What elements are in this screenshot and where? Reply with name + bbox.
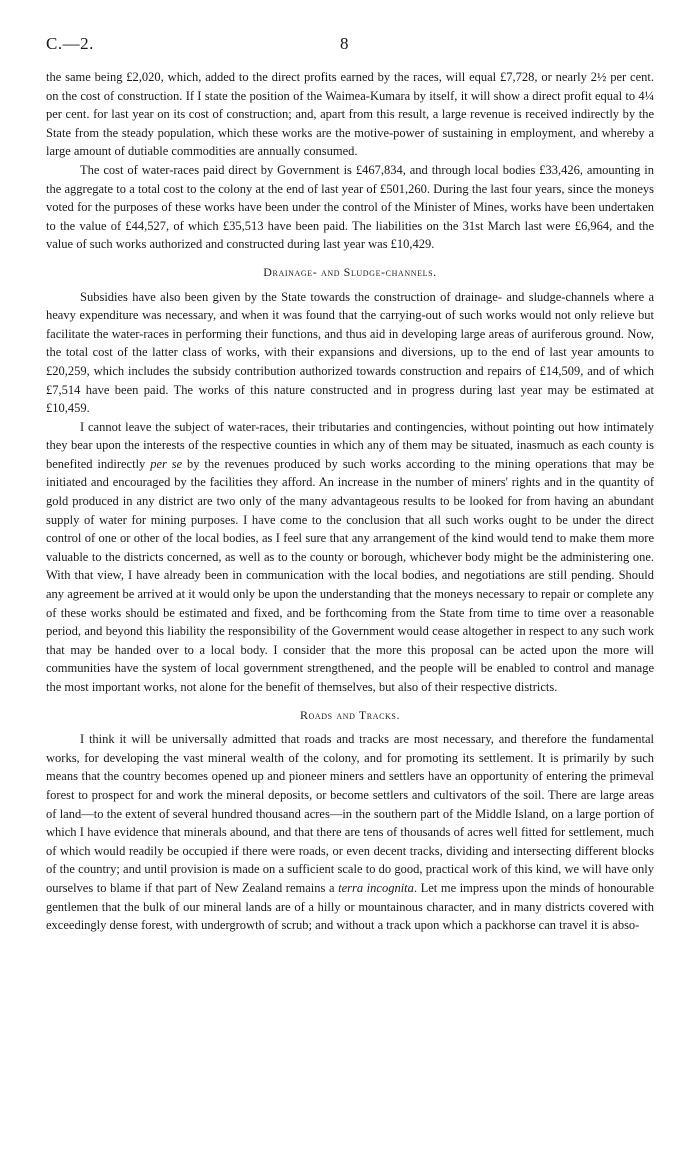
paragraph-text: I think it will be universally admitted that roads and tracks are most necessary, and therefore the fundamental works, for developing the vast mineral wealth of the colony, and for promoting its settlement. It is primarily by such means that the country becomes opened up and pioneer miners and settlers have an opportunity of entering the primeval forest to prospect for and work the mineral deposits, or become settlers and cultivators of the soil. There are large areas of land—to the extent of several hundred thousand acres—in the southern part of the Middle Island, on a large portion of which I have evidence that minerals abound, and that there are tens of thousands of acres well fitted for settlement, much of which would readily be occupied if there were roads, or even decent tracks, dividing and intersecting different blocks of the country; and until provision is made on a sufficient scale to do good, practical work of this kind, we will have only ourselves to blame if that part of New Zealand remains a	[46, 732, 654, 895]
paragraph	[46, 730, 654, 935]
paragraph: the same being £2,020, which, added to the direct profits earned by the races, will equal £7,728, or nearly 2½ per cent. on the cost of construction. If I state the position of the Waimea-Kumara by itself, it will show a direct profit equal to 4¼ per cent. for last year on its cost of construction; and, apart from this result, a large revenue is received indirectly by the State from the steady population, which these works are the motive-power of sustaining in employment, and whereby a large amount of dutiable commodities are annually consumed.	[46, 70, 654, 159]
italic-phrase: terra incognita	[338, 880, 414, 895]
paragraph: Subsidies have also been given by the State towards the construction of drainage- and sludge-channels where a heavy expenditure was necessary, and when it was found that the carrying-out of such works would not only relieve but facilitate the water-races in performing their functions, and thus aid in developing large areas of auriferous ground. Now, the total cost of the latter class of works, with their expansions and diversions, up to the end of last year amounts to £20,259, which includes the subsidy contribution authorized towards construction and repairs of £14,509, and of which £7,514 have been paid. The works of this nature constructed and in progress during last year may be estimated at £10,459.	[46, 289, 654, 416]
italic-phrase: per se	[150, 456, 183, 471]
page-body	[46, 68, 654, 935]
page-number: 8	[340, 34, 349, 53]
page-reference: C.—2.	[46, 34, 94, 53]
paragraph-text: by the revenues produced by such works according to the mining operations that may be initiated and encouraged by the facilities they afford. An increase in the number of miners' rights and in the quantity of gold produced in any district are two only of the many advantageous results to be looked for from having an abundant supply of water for mining purposes. I have come to the conclusion that all such works ought to be under the direct control of one or other of the local bodies, as I feel sure that any arrangement of the kind would tend to make them more valuable to the districts concerned, as well as to the county or borough, whichever body might be the administering one. With that view, I have already been in communication with the local bodies, and negotiations are still pending. Should any agreement be arrived at it would only be upon the understanding that the moneys necessary to repair or complete any of these works should be estimated and fixed, and be forthcoming from the State from time to time over a reasonable period, and beyond this liability the responsibility of the Government would cease altogether in respect to any such work that may be handed over to a local body. I consider that the more this proposal can be acted upon the more will communities have the system of local government strengthened, and the people will be enabled to control and manage the most important works, not alone for the benefit of themselves, but also of their respective districts.	[46, 456, 654, 694]
paragraph-text: . Let me impress upon the minds of honourable gentlemen that the bulk of our mineral lands are of a hilly or mountainous character, and in many districts covered with exceedingly dense forest, with undergrowth of scrub; and without a track upon which a packhorse can travel it is abso-	[46, 880, 654, 933]
paragraph-text: I cannot leave the subject of water-races, their tributaries and contingencies, without pointing out how intimately they bear upon the interests of the respective counties in which any of them may be situated, inasmuch as each county is benefited indirectly	[46, 419, 654, 471]
paragraph	[46, 418, 654, 697]
section-heading: Drainage- and Sludge-channels.	[263, 264, 437, 279]
section-heading: Roads and Tracks.	[299, 707, 401, 722]
paragraph: The cost of water-races paid direct by Government is £467,834, and through local bodies £33,426, amounting in the aggregate to a total cost to the colony at the end of last year of £501,260. During the last four years, since the moneys voted for the purposes of these works have been under the control of the Minister of Mines, works have been undertaken to the value of £44,527, of which £35,513 have been paid. The liabilities on the 31st March last were £6,964, and the value of such works authorized and constructed during last year was £10,429.	[46, 162, 654, 252]
